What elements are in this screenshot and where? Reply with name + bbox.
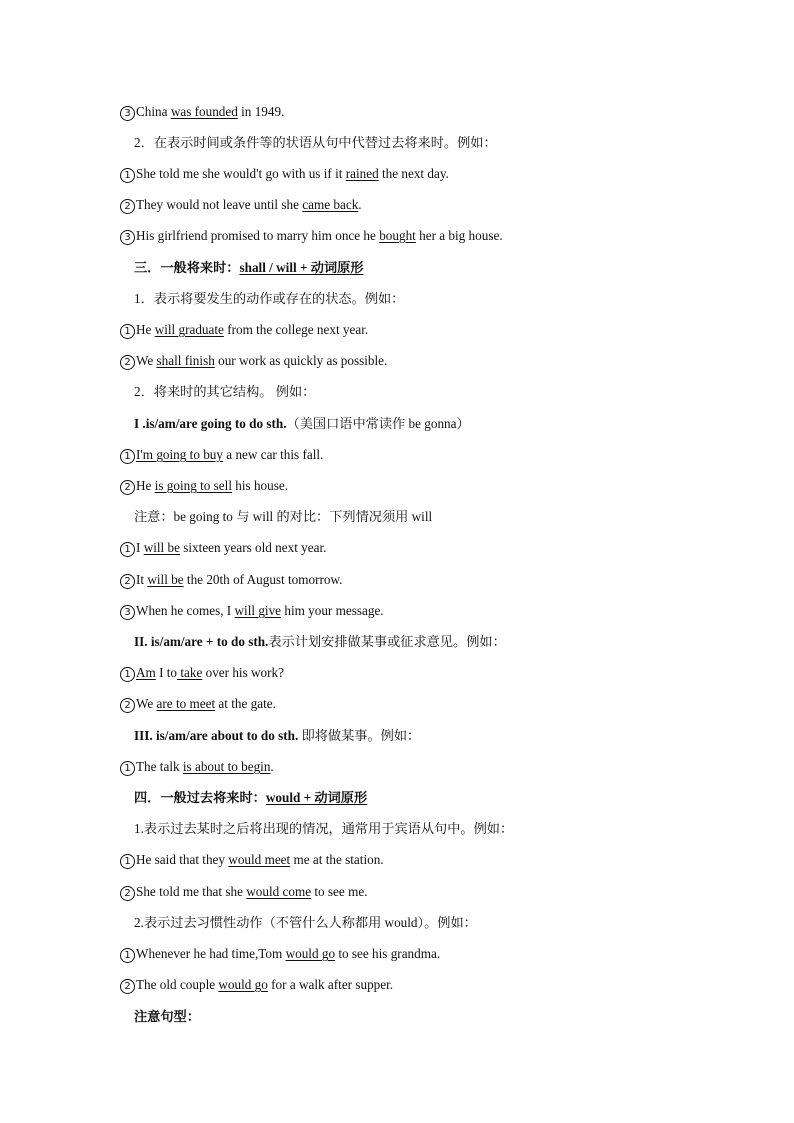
text-segment: He (136, 322, 155, 337)
text-segment: me at the station. (290, 852, 384, 867)
text-segment: sixteen years old next year. (179, 540, 327, 555)
text-segment: 注意句型： (134, 1009, 200, 1024)
circled-number: 1 (120, 542, 135, 557)
underlined-phrase: are to meet (156, 696, 216, 711)
underlined-phrase: shall / will + 动词原形 (239, 260, 364, 275)
circled-number: 1 (120, 168, 135, 183)
underlined-phrase: would come (246, 884, 312, 899)
text-segment: 2．将来时的其它结构。 例如： (134, 384, 316, 399)
text-segment: in 1949. (237, 104, 285, 119)
circled-number: 1 (120, 761, 135, 776)
underlined-phrase: will be (143, 540, 180, 555)
text-segment: the next day. (378, 166, 449, 181)
example-sentence (120, 758, 274, 776)
text-segment: 表示计划安排做某事或征求意见。例如： (268, 634, 506, 649)
text-segment: from the college next year. (223, 322, 369, 337)
example-sentence (120, 571, 342, 589)
example-sentence (120, 976, 393, 994)
example-sentence (120, 196, 362, 214)
text-segment: 即将做某事。例如： (298, 728, 421, 743)
section-text (134, 134, 497, 152)
underlined-phrase: bought (379, 228, 416, 243)
example-sentence (120, 227, 503, 245)
text-segment: 1.表示过去某时之后将出现的情况，通常用于宾语从句中。例如： (134, 821, 514, 836)
section-text (134, 789, 367, 807)
example-sentence (120, 883, 367, 901)
underlined-phrase: take (177, 665, 203, 680)
example-sentence (120, 602, 384, 620)
circled-number: 2 (120, 886, 135, 901)
underlined-phrase: was founded (170, 104, 238, 119)
circled-number: 1 (120, 854, 135, 869)
text-segment: 2.表示过去习惯性动作（不管什么人称都用 would）。例如： (134, 915, 477, 930)
text-segment: I to (155, 665, 178, 680)
text-segment: to see his grandma. (335, 946, 441, 961)
underlined-phrase: will give (234, 603, 282, 618)
circled-number: 3 (120, 106, 135, 121)
example-sentence (120, 851, 384, 869)
text-segment: a new car this fall. (223, 447, 324, 462)
underlined-phrase: is about to begin (182, 759, 271, 774)
example-sentence (120, 103, 284, 121)
text-segment: They would not leave until she (136, 197, 303, 212)
text-segment: We (136, 696, 157, 711)
section-text (134, 1008, 200, 1026)
text-segment: him your message. (281, 603, 384, 618)
section-text (134, 259, 364, 277)
text-segment: China (136, 104, 171, 119)
bold-phrase: II. is/am/are + to do sth. (134, 634, 269, 649)
text-segment: his house. (231, 478, 289, 493)
text-segment: 注意：be going to 与 will 的对比：下列情况须用 will (134, 509, 433, 524)
text-segment: our work as quickly as possible. (214, 353, 388, 368)
underlined-phrase: is going to sell (154, 478, 232, 493)
circled-number: 2 (120, 199, 135, 214)
underlined-phrase: shall finish (156, 353, 215, 368)
text-segment: It (136, 572, 148, 587)
text-segment: 1．表示将要发生的动作或存在的状态。例如： (134, 291, 405, 306)
circled-number: 2 (120, 574, 135, 589)
text-segment: Whenever he had time,Tom (136, 946, 286, 961)
text-segment: The talk (136, 759, 183, 774)
text-segment: . (358, 197, 362, 212)
text-segment: We (136, 353, 157, 368)
example-sentence (120, 664, 284, 682)
underlined-phrase: came back (302, 197, 359, 212)
bold-phrase: III. is/am/are about to do sth. (134, 728, 299, 743)
text-segment: . (270, 759, 274, 774)
example-sentence (120, 539, 326, 557)
example-sentence (120, 321, 368, 339)
circled-number: 1 (120, 948, 135, 963)
text-segment: to see me. (311, 884, 368, 899)
text-segment: over his work? (202, 665, 284, 680)
text-segment: She told me she would't go with us if it (136, 166, 346, 181)
text-segment: her a big house. (415, 228, 503, 243)
text-segment: at the gate. (215, 696, 276, 711)
underlined-phrase: Am (136, 665, 156, 680)
section-text (134, 633, 506, 651)
section-text (134, 383, 315, 401)
circled-number: 3 (120, 230, 135, 245)
bold-phrase: I .is/am/are going to do sth. (134, 416, 287, 431)
text-segment: I (136, 540, 144, 555)
section-text (134, 508, 432, 526)
section-text (134, 415, 470, 433)
section-text (134, 820, 513, 838)
example-sentence (120, 352, 387, 370)
text-segment: He said that they (136, 852, 229, 867)
underlined-phrase: would go (218, 977, 268, 992)
text-segment: （美国口语中常读作 be gonna） (286, 416, 470, 431)
circled-number: 3 (120, 605, 135, 620)
section-text (134, 914, 477, 932)
text-segment: 2．在表示时间或条件等的状语从句中代替过去将来时。例如： (134, 135, 497, 150)
text-segment: She told me that she (136, 884, 247, 899)
section-text (134, 290, 404, 308)
circled-number: 2 (120, 979, 135, 994)
section-text (134, 727, 420, 745)
underlined-phrase: rained (345, 166, 379, 181)
circled-number: 2 (120, 480, 135, 495)
circled-number: 1 (120, 667, 135, 682)
underlined-phrase: will be (147, 572, 184, 587)
text-segment: for a walk after supper. (267, 977, 394, 992)
circled-number: 2 (120, 698, 135, 713)
text-segment: His girlfriend promised to marry him once he (136, 228, 380, 243)
text-segment: The old couple (136, 977, 219, 992)
circled-number: 1 (120, 324, 135, 339)
text-segment: When he comes, I (136, 603, 235, 618)
underlined-phrase: I'm going to buy (136, 447, 223, 462)
text-segment: 四．一般过去将来时： (134, 790, 266, 805)
underlined-phrase: would + 动词原形 (265, 790, 368, 805)
example-sentence (120, 945, 440, 963)
example-sentence (120, 695, 276, 713)
underlined-phrase: would go (285, 946, 336, 961)
text-segment: the 20th of August tomorrow. (183, 572, 343, 587)
underlined-phrase: would meet (228, 852, 291, 867)
example-sentence (120, 165, 449, 183)
text-segment: He (136, 478, 155, 493)
underlined-phrase: will graduate (154, 322, 224, 337)
example-sentence (120, 477, 288, 495)
circled-number: 2 (120, 355, 135, 370)
example-sentence (120, 446, 323, 464)
circled-number: 1 (120, 449, 135, 464)
text-segment: 三．一般将来时： (134, 260, 240, 275)
